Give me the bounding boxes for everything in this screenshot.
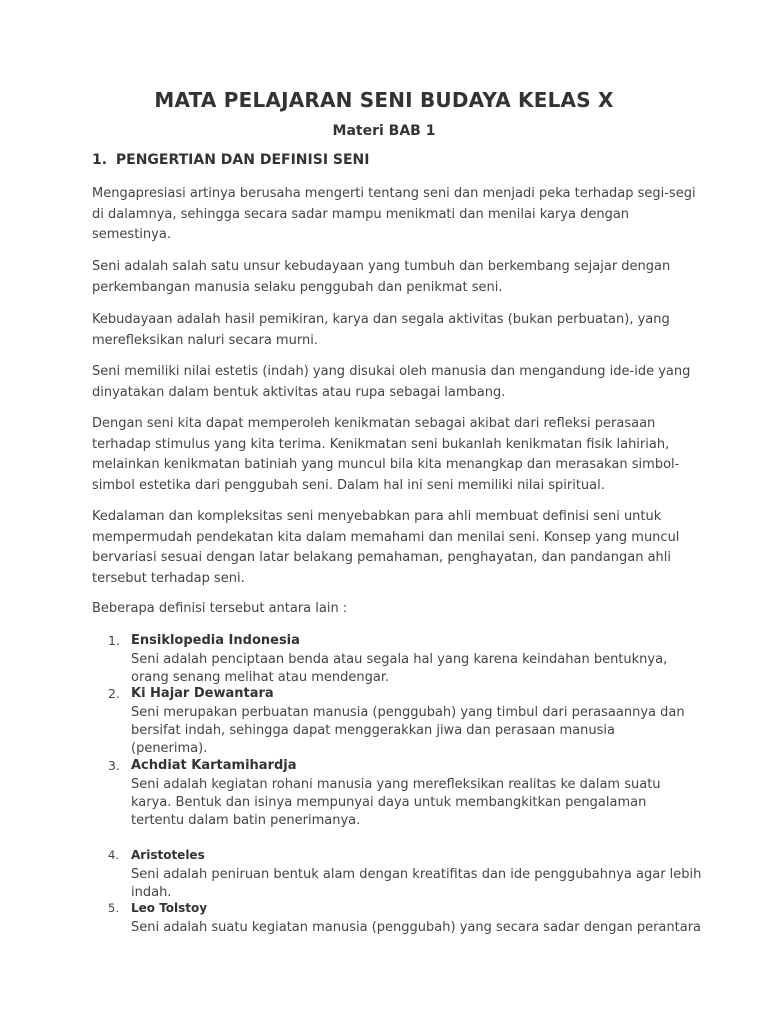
paragraph-line: perkembangan manusia selaku penggubah dan penikmat seni. (92, 279, 503, 295)
definition-name: Ki Hajar Dewantara (131, 686, 274, 701)
section-number: 1. (92, 152, 108, 168)
definition-line: Seni adalah kegiatan rohani manusia yang merefleksikan realitas ke dalam suatu (131, 777, 661, 792)
paragraph (92, 507, 692, 589)
definition-line: karya. Bentuk dan isinya mempunyai daya untuk membangkitkan pengalaman (131, 795, 647, 810)
paragraph-line: bervariasi sesuai dengan latar belakang pemahaman, penghayatan, dan pandangan ahli (92, 550, 672, 565)
definition-text (131, 866, 701, 902)
paragraph-line: semestinya. (92, 227, 171, 242)
paragraph-line: melainkan kenikmatan batiniah yang muncul bila kita menangkap dan merasakan simbol- (92, 457, 680, 472)
paragraph-line: dinyatakan dalam bentuk aktivitas atau rupa sebagai lambang. (92, 384, 506, 400)
definition-name: Leo Tolstoy (131, 901, 208, 915)
definition-number: 3. (108, 758, 120, 773)
definition-line: Seni adalah peniruan bentuk alam dengan kreatifitas dan ide penggubahnya agar lebih (131, 867, 702, 882)
paragraph (92, 184, 696, 246)
paragraph-line: Seni memiliki nilai estetis (indah) yang disukai oleh manusia dan mengandung ide-ide yang (92, 364, 691, 379)
paragraph-line: Seni adalah salah satu unsur kebudayaan yang tumbuh dan berkembang sejajar dengan (92, 259, 671, 274)
definition-line: Seni merupakan perbuatan manusia (penggubah) yang timbul dari perasaannya dan (131, 705, 685, 720)
definition-line: Seni adalah suatu kegiatan manusia (penggubah) yang secara sadar dengan perantara (131, 920, 702, 935)
paragraph-line: simbol estetika dari penggubah seni. Dalam hal ini seni memiliki nilai spiritual. (92, 477, 605, 493)
definition-line: Seni adalah penciptaan benda atau segala hal yang karena keindahan bentuknya, (131, 652, 668, 667)
paragraph (92, 362, 692, 403)
definition-line: indah. (131, 885, 172, 900)
paragraph-line: di dalamnya, sehingga secara sadar mampu menikmati dan menilai karya dengan (92, 206, 630, 222)
definition-line: bersifat indah, sehingga dapat menggerakkan jiwa dan perasaan manusia (131, 723, 615, 738)
paragraph (92, 310, 692, 351)
definition-text (131, 704, 685, 758)
definition-line: orang senang melihat atau mendengar. (131, 670, 390, 685)
paragraph-line: terhadap stimulus yang kita terima. Kenikmatan seni bukanlah kenikmatan fisik lahiriah, (92, 436, 670, 452)
paragraph-line: Kebudayaan adalah hasil pemikiran, karya dan segala aktivitas (bukan perbuatan), yang (92, 312, 670, 327)
definition-text (131, 919, 701, 937)
paragraph (92, 414, 692, 496)
definition-name: Ensiklopedia Indonesia (131, 633, 300, 648)
paragraph-line: Beberapa definisi tersebut antara lain : (92, 601, 348, 616)
definition-number: 5. (108, 901, 119, 915)
definition-number: 2. (108, 686, 120, 701)
definition-number: 4. (108, 848, 119, 862)
paragraph-line: Kedalaman dan kompleksitas seni menyebabkan para ahli membuat definisi seni untuk (92, 509, 662, 524)
definition-line: (penerima). (131, 741, 208, 756)
document-title: MATA PELAJARAN SENI BUDAYA KELAS X (154, 88, 614, 112)
definition-name: Aristoteles (131, 848, 205, 862)
definition-text (131, 776, 661, 830)
paragraph-line: Mengapresiasi artinya berusaha mengerti tentang seni dan menjadi peka terhadap segi-segi (92, 186, 696, 201)
definition-line: tertentu dalam batin penerimanya. (131, 813, 361, 828)
definition-name: Achdiat Kartamihardja (131, 758, 297, 773)
paragraph-line: Dengan seni kita dapat memperoleh kenikmatan sebagai akibat dari refleksi perasaan (92, 416, 656, 431)
paragraph-line: merefleksikan naluri secara murni. (92, 332, 318, 348)
definition-text (131, 651, 667, 687)
section-title: PENGERTIAN DAN DEFINISI SENI (115, 152, 370, 168)
paragraph-line: tersebut terhadap seni. (92, 570, 245, 586)
section-heading (92, 152, 369, 168)
paragraph (92, 599, 692, 620)
document-subtitle: Materi BAB 1 (332, 123, 436, 139)
paragraph-line: mempermudah pendekatan kita dalam memahami dan menilai seni. Konsep yang muncul (92, 529, 680, 545)
definition-number: 1. (108, 633, 120, 648)
paragraph (92, 257, 692, 298)
